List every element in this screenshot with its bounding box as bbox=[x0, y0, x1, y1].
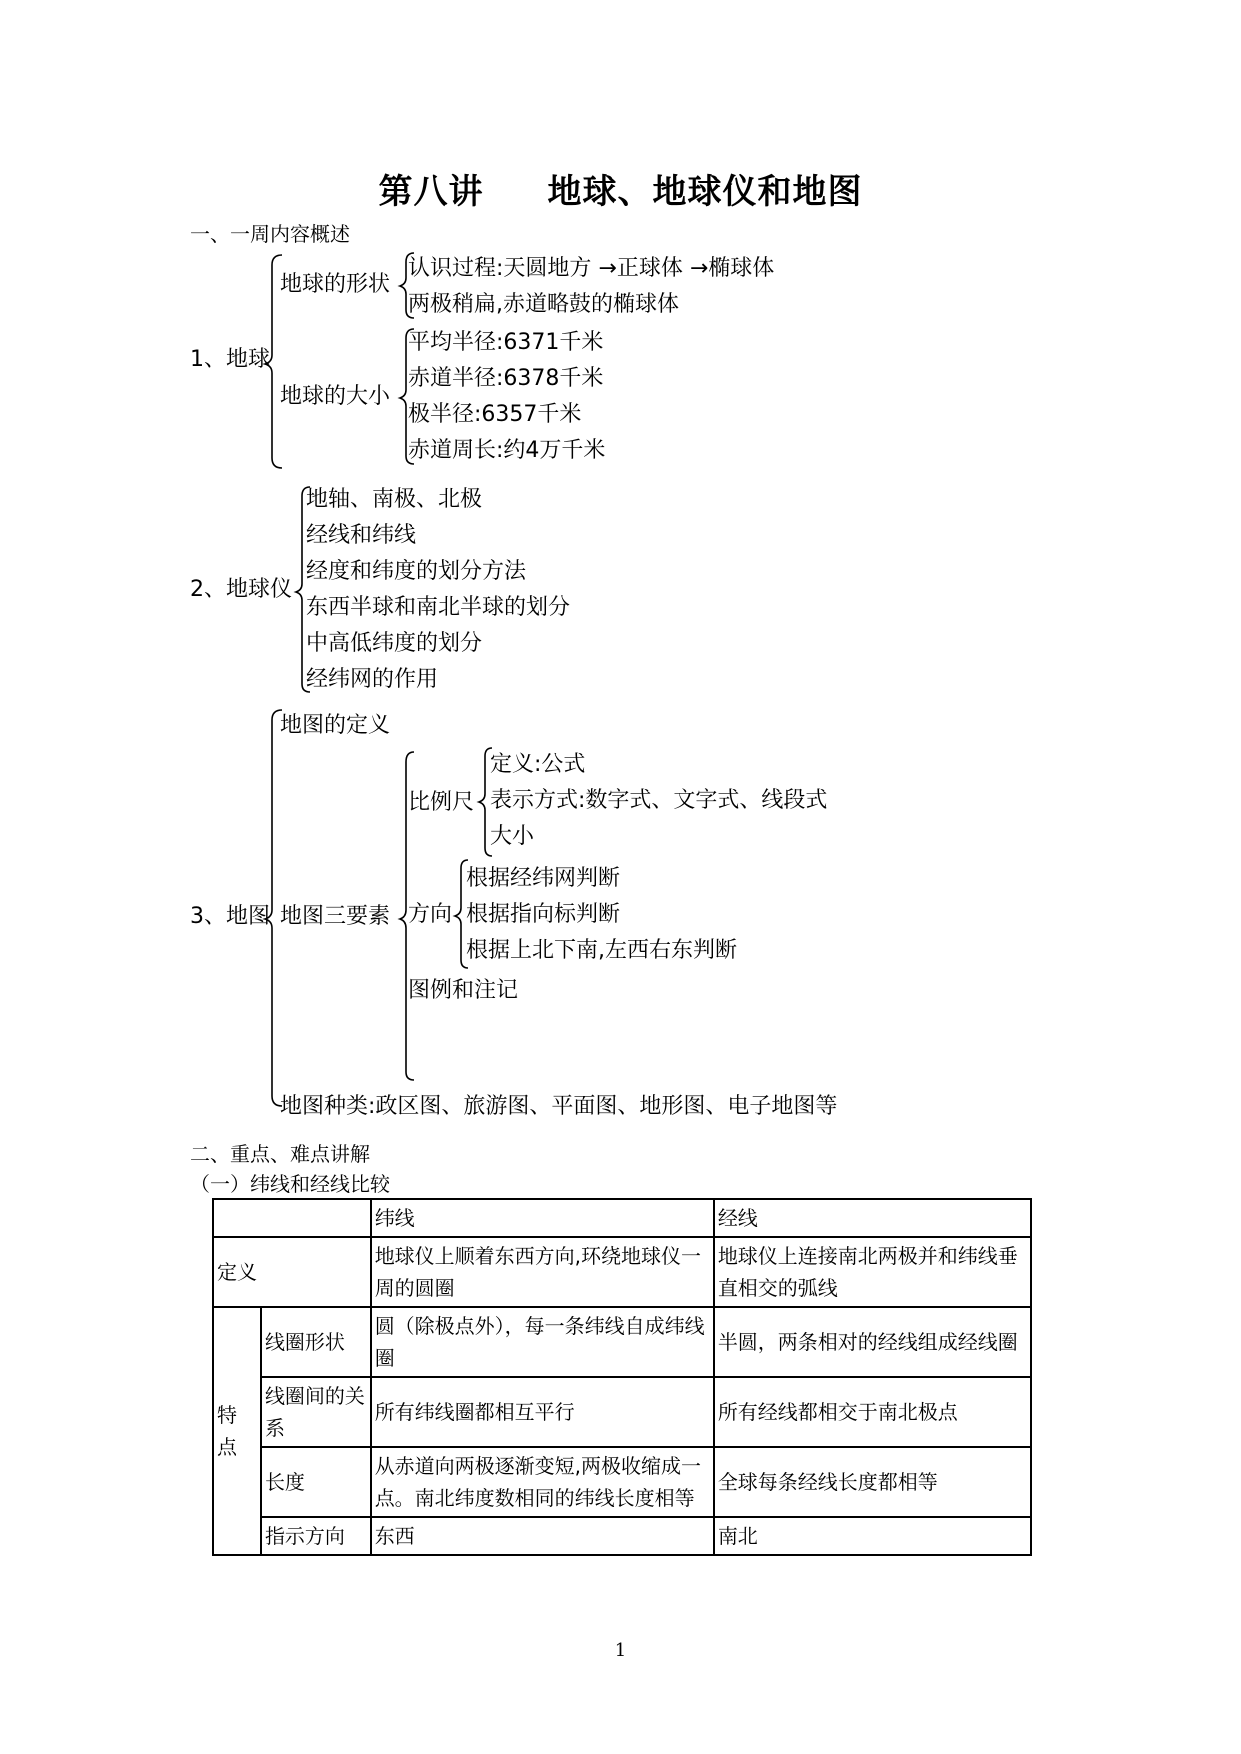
map-scale-item-3: 大小 bbox=[490, 824, 535, 849]
earth-shape-item-1: 认识过程:天圆地方 →正球体 →椭球体 bbox=[408, 256, 775, 281]
table-cell-weft: 圆（除极点外），每一条纬线自成纬线圈 bbox=[371, 1307, 714, 1377]
globe-item-3: 经度和纬度的划分方法 bbox=[306, 559, 527, 584]
subsection-heading-1: （一）纬线和经线比较 bbox=[190, 1172, 390, 1196]
earth-size-item-1: 平均半径:6371千米 bbox=[408, 330, 604, 355]
title-part1: 第八讲 bbox=[378, 172, 484, 212]
table-row bbox=[213, 1517, 1031, 1555]
earth-label: 1、地球 bbox=[190, 347, 270, 372]
section-heading-1: 一、一周内容概述 bbox=[190, 222, 350, 246]
table-cell-weft: 东西 bbox=[371, 1517, 714, 1555]
table-cell-row-label: 线圈形状 bbox=[261, 1307, 371, 1377]
table-cell-warp: 所有经线都相交于南北极点 bbox=[714, 1377, 1031, 1447]
page-number: 1 bbox=[614, 1640, 627, 1661]
table-cell-def-warp: 地球仪上连接南北两极并和纬线垂直相交的弧线 bbox=[714, 1237, 1031, 1307]
map-direction-item-1: 根据经纬网判断 bbox=[466, 866, 621, 891]
table-cell-weft: 从赤道向两极逐渐变短,两极收缩成一点。南北纬度数相同的纬线长度相等 bbox=[371, 1447, 714, 1517]
earth-size-item-3: 极半径:6357千米 bbox=[408, 402, 582, 427]
table-cell-warp: 南北 bbox=[714, 1517, 1031, 1555]
table-header-row bbox=[213, 1199, 1031, 1237]
earth-shape-item-2: 两极稍扁,赤道略鼓的椭球体 bbox=[408, 292, 679, 317]
map-definition: 地图的定义 bbox=[280, 713, 391, 738]
bracket-globe bbox=[296, 487, 310, 692]
globe-item-1: 地轴、南极、北极 bbox=[306, 487, 483, 512]
table-cell-row-label: 长度 bbox=[261, 1447, 371, 1517]
table-row bbox=[213, 1447, 1031, 1517]
map-label: 3、地图 bbox=[190, 904, 270, 929]
table-cell-feature-label: 特点 bbox=[213, 1307, 261, 1555]
title-part2: 地球、地球仪和地图 bbox=[547, 172, 863, 212]
globe-item-4: 东西半球和南北半球的划分 bbox=[306, 595, 571, 620]
map-legend: 图例和注记 bbox=[408, 978, 519, 1003]
table-cell-warp: 半圆，两条相对的经线组成经线圈 bbox=[714, 1307, 1031, 1377]
table-row bbox=[213, 1377, 1031, 1447]
map-direction-item-2: 根据指向标判断 bbox=[466, 902, 621, 927]
table-cell-def-weft: 地球仪上顺着东西方向,环绕地球仪一周的圆圈 bbox=[371, 1237, 714, 1307]
earth-size-label: 地球的大小 bbox=[280, 384, 391, 409]
map-scale-item-1: 定义:公式 bbox=[490, 752, 586, 777]
globe-item-2: 经线和纬线 bbox=[306, 523, 417, 548]
table-cell-weft: 所有纬线圈都相互平行 bbox=[371, 1377, 714, 1447]
comparison-table bbox=[212, 1198, 1032, 1556]
earth-shape-label: 地球的形状 bbox=[280, 272, 391, 297]
table-cell-row-label: 指示方向 bbox=[261, 1517, 371, 1555]
table-header-warp: 经线 bbox=[714, 1199, 1031, 1237]
map-scale-item-2: 表示方式:数字式、文字式、线段式 bbox=[490, 788, 828, 813]
map-direction-label: 方向 bbox=[408, 902, 453, 927]
table-cell-row-label: 线圈间的关系 bbox=[261, 1377, 371, 1447]
map-elements-label: 地图三要素 bbox=[280, 904, 391, 929]
map-direction-item-3: 根据上北下南,左西右东判断 bbox=[466, 938, 737, 963]
table-row bbox=[213, 1307, 1031, 1377]
table-header-weft: 纬线 bbox=[371, 1199, 714, 1237]
table-cell-def-label: 定义 bbox=[213, 1237, 371, 1307]
map-scale-label: 比例尺 bbox=[408, 790, 475, 815]
earth-size-item-4: 赤道周长:约4万千米 bbox=[408, 438, 606, 463]
map-types: 地图种类:政区图、旅游图、平面图、地形图、电子地图等 bbox=[280, 1094, 838, 1119]
globe-label: 2、地球仪 bbox=[190, 577, 292, 602]
table-row bbox=[213, 1237, 1031, 1307]
globe-item-6: 经纬网的作用 bbox=[306, 667, 439, 692]
table-cell-warp: 全球每条经线长度都相等 bbox=[714, 1447, 1031, 1517]
table-corner-cell bbox=[213, 1199, 371, 1237]
earth-size-item-2: 赤道半径:6378千米 bbox=[408, 366, 604, 391]
section-heading-2: 二、重点、难点讲解 bbox=[190, 1142, 370, 1166]
globe-item-5: 中高低纬度的划分 bbox=[306, 631, 483, 656]
